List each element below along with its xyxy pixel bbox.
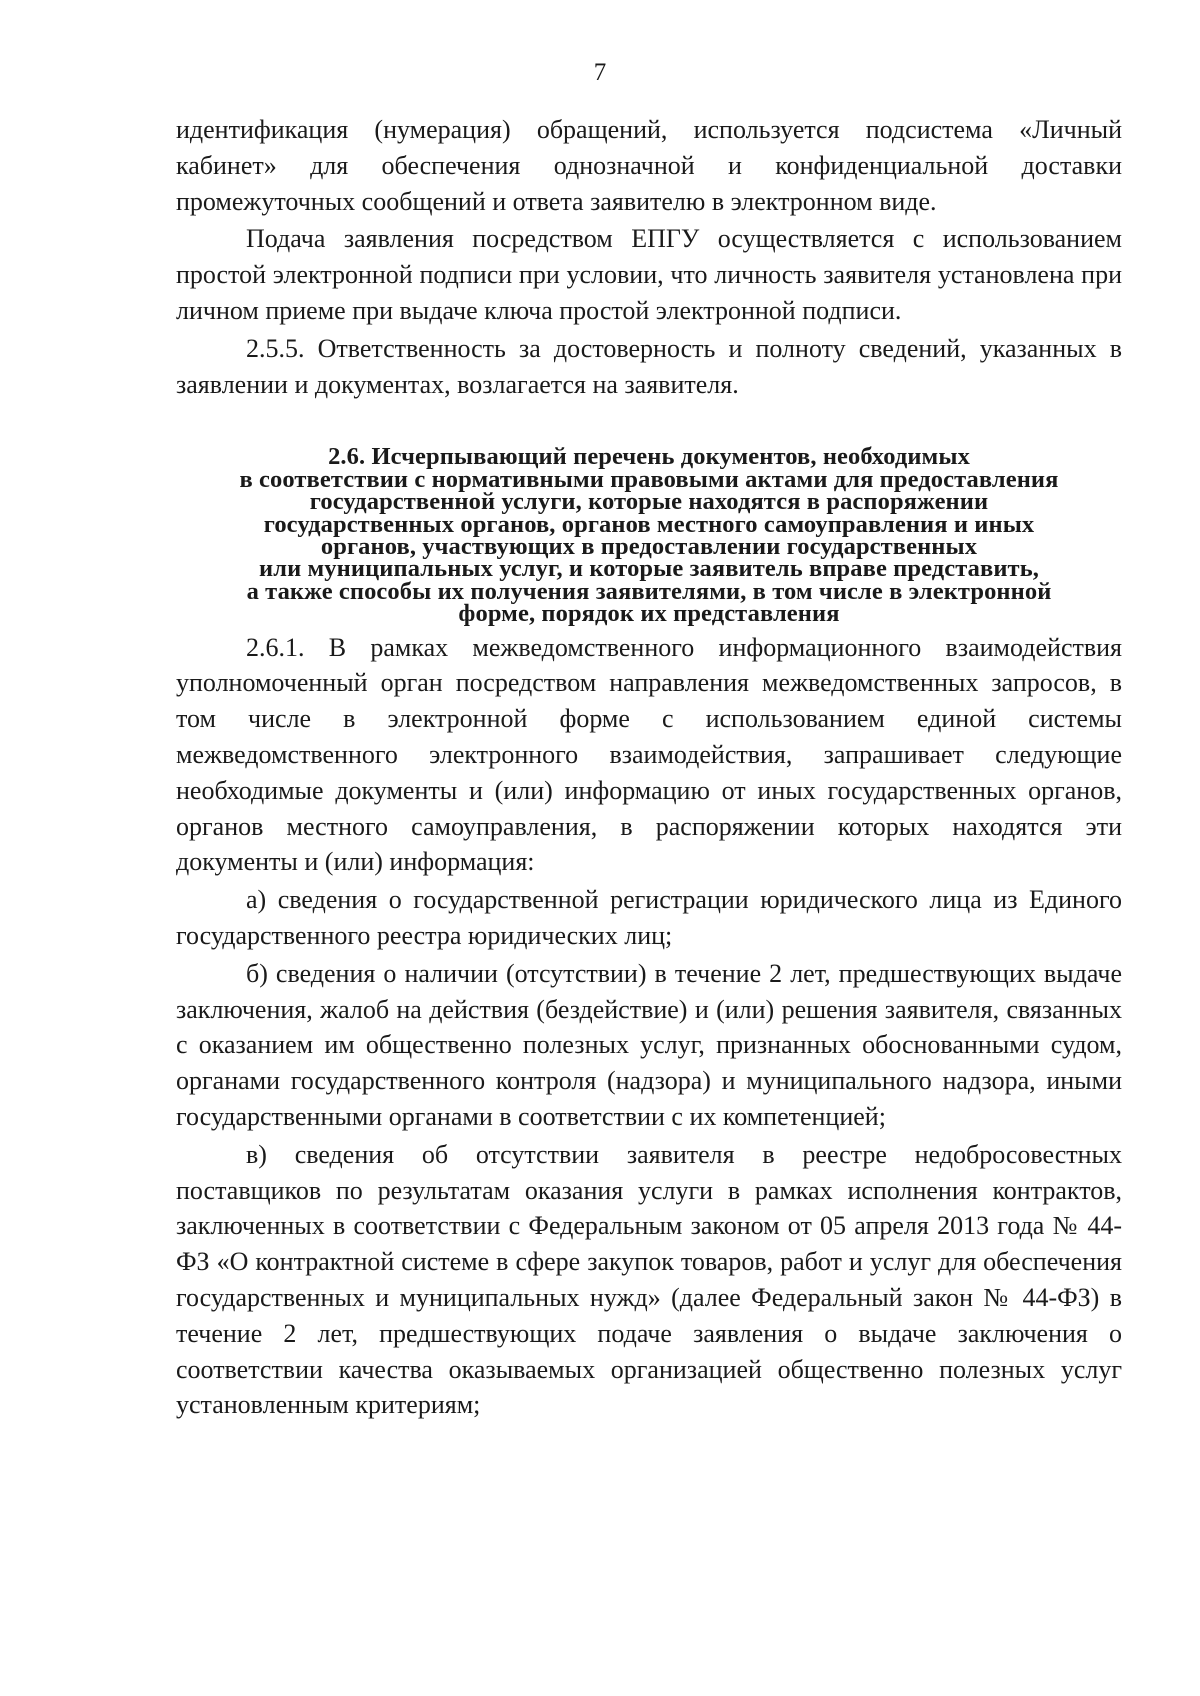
paragraph-2-5-5: 2.5.5. Ответственность за достоверность и полноту сведений, указанных в заявлении и документах, возлагается на заявителя.: [176, 333, 1122, 399]
list-item-v: в) сведения об отсутствии заявителя в реестре недобросовестных поставщиков по результатам оказания услуги в рамках исполнения контрактов, заключенных в соответствии с Федеральным законом от 05 апреля 2013 года № 44-ФЗ «О контрактной системе в сфере закупок товаров, работ и услуг для обеспечения государственных и муниципальных нужд» (далее Федеральный закон № 44-ФЗ) в течение 2 лет, предшествующих подаче заявления о выдаче заключения о соответствии качества оказываемых организацией общественно полезных услуг установленным критериям;: [176, 1139, 1122, 1420]
heading-line: или муниципальных услуг, и которые заявитель вправе представить,: [259, 555, 1039, 583]
paragraph-identification: идентификация (нумерация) обращений, используется подсистема «Личный кабинет» для обеспечения однозначной и конфиденциальной доставки промежуточных сообщений и ответа заявителю в электронном виде.: [176, 115, 1122, 216]
heading-line: государственных органов, органов местного самоуправления и иных: [263, 510, 1035, 538]
paragraph-2-6-1: 2.6.1. В рамках межведомственного информационного взаимодействия уполномоченный орган посредством направления межведомственных запросов, в том числе в электронной форме с использованием единой системы межведомственного электронного взаимодействия, запрашивает следующие необходимые документы и (или) информацию от иных государственных органов, органов местного самоуправления, в распоряжении которых находятся эти документы и (или) информация:: [176, 632, 1122, 877]
page-content: [176, 112, 1122, 1423]
heading-line: органов, участвующих в предоставлении государственных: [320, 533, 978, 560]
heading-line: государственной услуги, которые находятся в распоряжении: [309, 488, 989, 516]
page-number: 7: [593, 59, 607, 86]
heading-line: 2.6. Исчерпывающий перечень документов, необходимых: [328, 443, 970, 471]
section-heading-2-6: [176, 443, 1122, 628]
paragraph-application-submission: Подача заявления посредством ЕПГУ осуществляется с использованием простой электронной подписи при условии, что личность заявителя установлена при личном приеме при выдаче ключа простой электронной подписи.: [176, 224, 1122, 325]
list-item-b: б) сведения о наличии (отсутствии) в течение 2 лет, предшествующих выдаче заключения, жалоб на действия (бездействие) и (или) решения заявителя, связанных с оказанием им общественно полезных услуг, признанных обоснованными судом, органами государственного контроля (надзора) и муниципального надзора, иными государственными органами в соответствии с их компетенцией;: [176, 958, 1122, 1131]
heading-line: форме, порядок их представления: [458, 600, 840, 628]
list-item-a: а) сведения о государственной регистрации юридического лица из Единого государственного реестра юридических лиц;: [176, 885, 1122, 950]
heading-line: а также способы их получения заявителями, в том числе в электронной: [246, 577, 1052, 605]
heading-line: в соответствии с нормативными правовыми актами для предоставления: [239, 465, 1059, 493]
